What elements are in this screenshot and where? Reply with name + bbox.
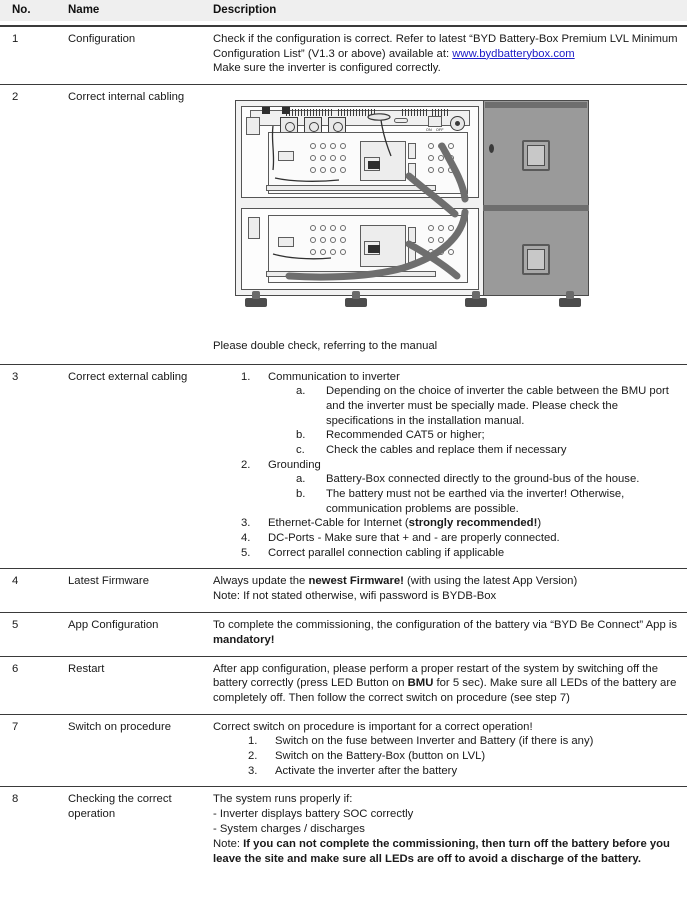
restart-text-a: After app configuration, please perform a proper restart of the system by switching off the battery correctly (press LED Button on [213,662,658,690]
restart-paragraph [213,662,679,706]
cable-clip-upper [394,118,408,123]
firmware-line-1 [213,574,679,589]
vent-hole [330,167,336,173]
cover-handle-lower [522,244,550,275]
table-header [0,0,687,26]
app-config-text-bold: mandatory! [213,633,275,646]
terminal-block-left [262,107,270,114]
vent-hole [428,167,434,173]
table-row [0,569,687,613]
vent-hole [320,225,326,231]
vent-hole [438,167,444,173]
firmware-text-a: Always update the [213,575,309,588]
table-row [0,26,687,85]
internal-cabling-figure-wrap [213,90,679,354]
vent-hole [330,143,336,149]
list-item: Check the cables and replace them if necessary [326,444,567,457]
vent-hole [320,167,326,173]
row-number: 8 [0,787,68,875]
port-a1 [408,143,416,159]
cover-handle-upper [522,140,550,171]
checking-intro: The system runs properly if: [213,793,353,806]
list-item: Correct parallel connection cabling if applicable [268,546,505,559]
note-bold-text: If you can not complete the commissioning, then turn off the battery before you leave the site and make sure all LEDs are off to avoid a discharge of the battery. [213,838,670,865]
adjustable-foot [465,298,487,307]
table-row [0,613,687,656]
row-number: 1 [0,26,68,85]
left-bracket-plate [246,117,260,135]
vent-hole [448,249,454,255]
left-bracket-plate-lower [248,217,260,239]
configuration-paragraph [213,32,679,76]
table-row [0,364,687,569]
vent-hole [438,249,444,255]
table-row [0,714,687,787]
restart-text-b: for 5 sec). Make sure all LEDs of the battery are completely off. Then follow the correct switch on procedure (see step 7) [213,677,677,704]
chip-b [278,237,294,247]
configuration-text-after-link: Make sure the inverter is configured correctly. [213,62,441,75]
column-header-no: No. [0,0,68,21]
vent-hole [340,249,346,255]
row-description [207,714,687,787]
vent-hole [310,167,316,173]
vent-hole [438,155,444,161]
ethernet-text-plain: Ethernet-Cable for Internet ( [268,517,409,530]
vent-hole [428,225,434,231]
battery-box-diagram [227,96,641,327]
item-text: Communication to inverter [268,370,400,383]
list-item: Depending on the choice of inverter the cable between the BMU port and the inverter must be specially made. Please check the specifications in the installation manual. [326,385,669,427]
firmware-line-2: Note: If not stated otherwise, wifi password is BYDB-Box [213,590,497,603]
connector-a-core [368,161,380,169]
vent-hole [448,237,454,243]
checking-note [213,837,679,867]
vent-hole [438,225,444,231]
vent-hole [448,155,454,161]
table-row [0,85,687,365]
vent-hole [448,167,454,173]
chip-a [278,151,294,161]
vent-hole [438,143,444,149]
switch-on-label: ON [426,128,432,133]
checking-bullet: - Inverter displays battery SOC correctly [213,808,414,821]
connector-comb-a [286,109,334,116]
cover-middle-edge [483,205,589,211]
vent-hole [428,143,434,149]
table-row [0,656,687,714]
vent-hole [340,155,346,161]
connector-comb-d [432,109,450,116]
vent-hole [330,237,336,243]
connector-b-core [368,245,380,253]
row-number: 3 [0,364,68,569]
vent-hole [448,143,454,149]
port-a2 [408,163,416,179]
checking-bullet: - System charges / discharges [213,823,365,836]
list-item: Switch on the Battery-Box (button on LVL) [275,749,486,762]
vent-hole [310,237,316,243]
column-header-name: Name [68,0,207,21]
external-cabling-list [213,370,679,561]
port-b1 [408,227,416,243]
connector-comb-b [338,109,376,116]
adjustable-foot [559,298,581,307]
vent-hole [340,167,346,173]
list-item [213,370,679,458]
port-b2 [408,247,416,263]
switch-on-intro: Correct switch on procedure is important for a correct operation! [213,720,533,733]
cover-indicator-dot [489,144,494,153]
row-number: 6 [0,656,68,714]
vent-hole [330,155,336,161]
vent-hole [320,155,326,161]
list-item [213,516,679,531]
list-item: Recommended CAT5 or higher; [326,429,485,442]
terminal-block-right [282,107,290,114]
row-description [207,656,687,714]
vent-hole [340,225,346,231]
list-item: The battery must not be earthed via the inverter! Otherwise, communication problems are possible. [326,488,625,515]
list-item: Switch on the fuse between Inverter and Battery (if there is any) [275,735,594,748]
row-description [207,569,687,613]
lower-rail-upper-bay [266,185,436,191]
bydbatterybox-link[interactable]: www.bydbatterybox.com [452,47,575,60]
row-name: Checking the correct operation [68,787,207,875]
vent-hole [310,225,316,231]
figure-caption: Please double check, referring to the manual [213,340,438,353]
vent-hole [310,143,316,149]
vent-hole [320,237,326,243]
row-number: 4 [0,569,68,613]
checking-operation-lines [213,792,679,867]
app-config-text-a: To complete the commissioning, the configuration of the battery via “BYD Be Connect” App is [213,619,678,632]
battery-module-lower [241,208,479,290]
header-row [0,0,687,21]
cover-top-edge [485,102,587,108]
column-header-description: Description [207,0,687,21]
row-number: 5 [0,613,68,656]
vent-hole [310,249,316,255]
row-name: Switch on procedure [68,714,207,787]
row-name: Configuration [68,26,207,85]
battery-module-upper [241,106,479,198]
ethernet-text-tail: ) [537,517,542,530]
switch-off-label: OFF [436,128,444,133]
row-description [207,85,687,365]
restart-text-bold: BMU [407,677,434,690]
connector-comb-c [402,109,428,116]
switch-on-list [213,734,679,778]
lower-rail-lower-bay [266,271,436,277]
adjustable-foot [345,298,367,307]
firmware-lines [213,574,679,604]
list-item: Battery-Box connected directly to the ground-bus of the house. [326,473,640,486]
rotary-connector [450,116,465,131]
item-text: Grounding [268,458,321,471]
vent-hole [330,249,336,255]
app-configuration-paragraph [213,618,679,647]
communication-sublist [268,384,679,457]
vent-hole [438,237,444,243]
vent-hole [320,143,326,149]
vent-hole [428,237,434,243]
row-description [207,613,687,656]
row-name: Latest Firmware [68,569,207,613]
grounding-sublist [268,472,679,516]
list-item: DC-Ports - Make sure that + and - are properly connected. [268,532,560,545]
row-name: Correct internal cabling [68,85,207,365]
row-name: Correct external cabling [68,364,207,569]
adjustable-foot [245,298,267,307]
list-item [213,458,679,517]
row-description [207,787,687,875]
vent-hole [310,155,316,161]
vent-hole [428,249,434,255]
dip-switch-block [428,116,442,127]
row-name: App Configuration [68,613,207,656]
vent-hole [340,237,346,243]
vent-hole [330,225,336,231]
vent-hole [448,225,454,231]
row-description [207,26,687,85]
list-item: Activate the inverter after the battery [275,764,458,777]
vent-hole [340,143,346,149]
row-number: 7 [0,714,68,787]
firmware-text-b: (with using the latest App Version) [403,575,578,588]
vent-hole [320,249,326,255]
row-number: 2 [0,85,68,365]
row-description [207,364,687,569]
ethernet-text-bold: strongly recommended! [408,517,538,530]
table-row [0,787,687,875]
firmware-text-bold: newest Firmware! [308,575,404,588]
configuration-text-before-link: Check if the configuration is correct. Refer to latest “BYD Battery-Box Premium LVL Minimum Configuration List” (V1.3 or above) available at: [213,33,678,60]
row-name: Restart [68,656,207,714]
vent-hole [428,155,434,161]
note-label: Note: [213,838,244,850]
